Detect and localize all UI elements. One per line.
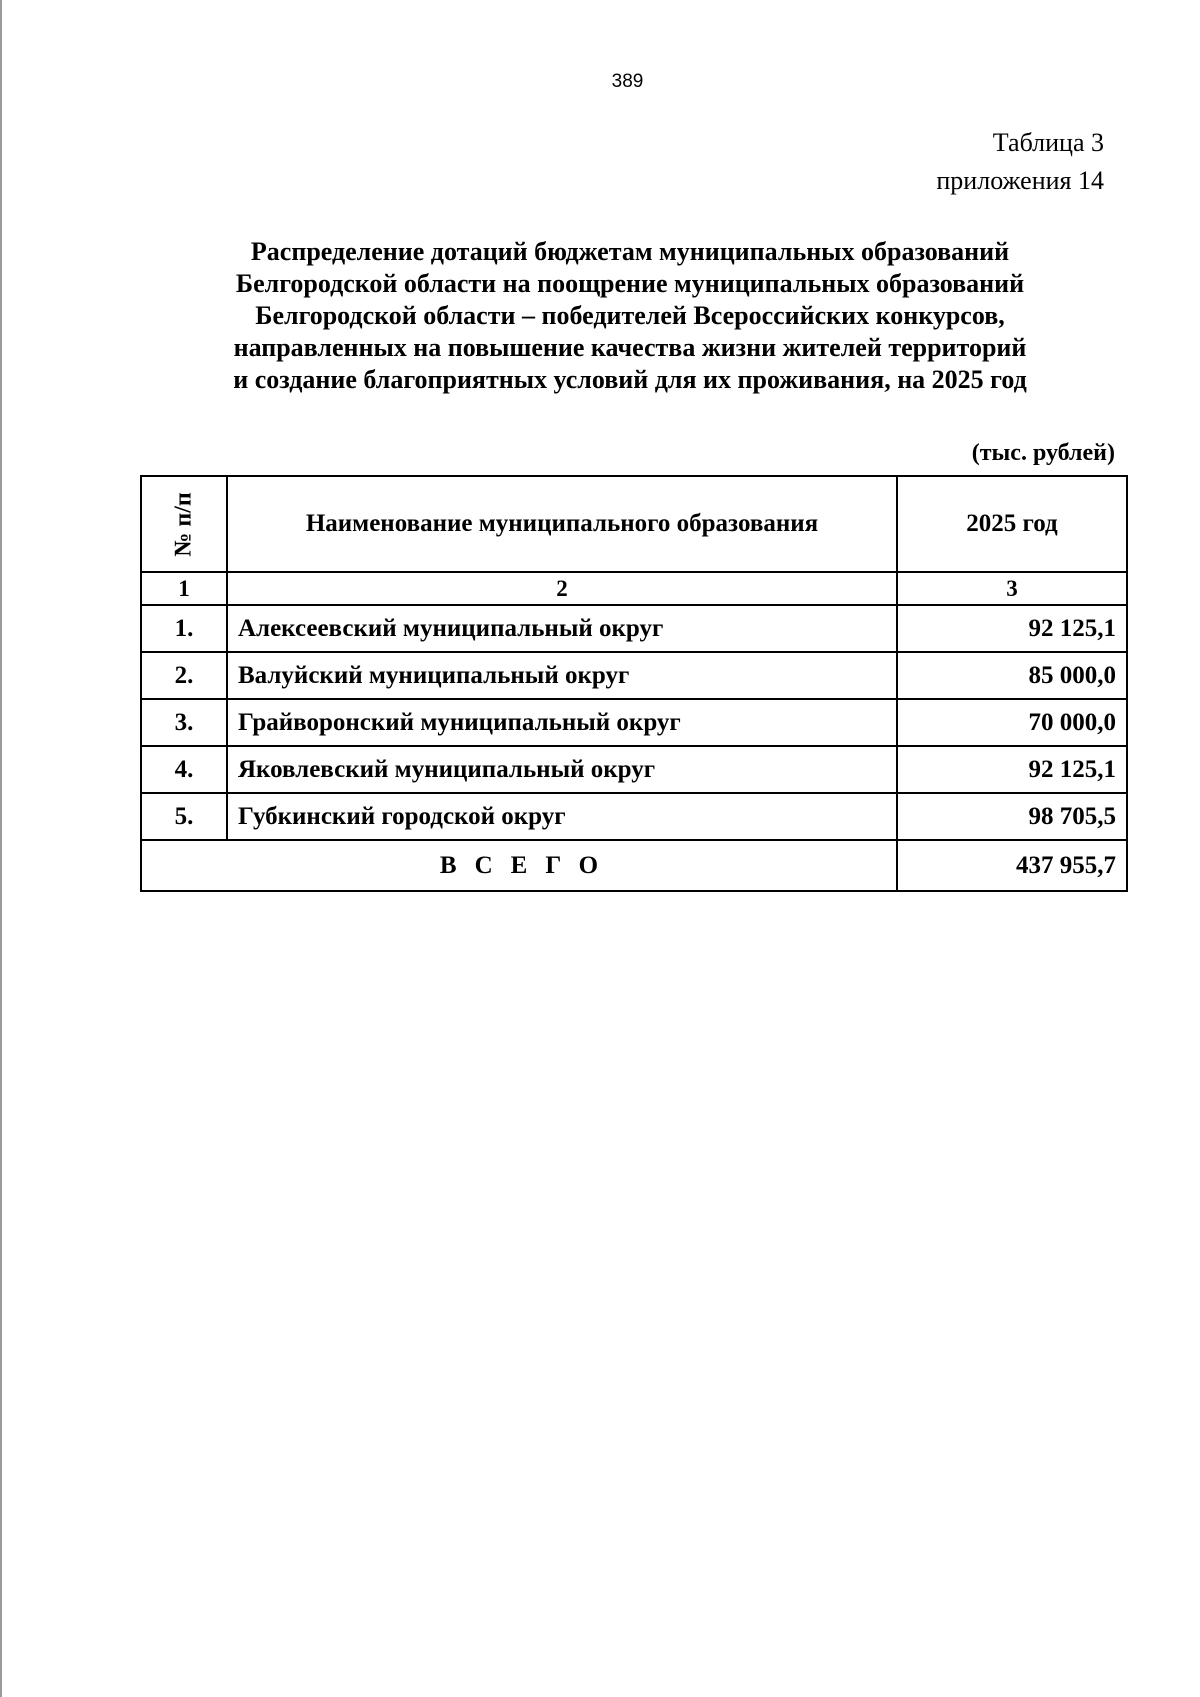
row-municipality: Яковлевский муниципальный округ <box>227 746 897 793</box>
allocation-table <box>140 475 1128 892</box>
row-amount: 70 000,0 <box>897 699 1127 746</box>
table-caption <box>936 124 1104 200</box>
units-label: (тыс. рублей) <box>971 440 1115 466</box>
table-header-row <box>141 476 1127 572</box>
row-number: 4. <box>141 746 227 793</box>
row-amount: 92 125,1 <box>897 605 1127 652</box>
heading-line: направленных на повышение качества жизни жителей территорий <box>233 333 1027 362</box>
header-number-cell <box>141 476 227 572</box>
column-index-cell: 3 <box>897 572 1127 605</box>
row-amount: 92 125,1 <box>897 746 1127 793</box>
header-value: 2025 год <box>897 476 1127 572</box>
row-municipality: Валуйский муниципальный округ <box>227 652 897 699</box>
total-row <box>141 840 1127 891</box>
row-amount: 85 000,0 <box>897 652 1127 699</box>
table-row <box>141 793 1127 840</box>
table-row <box>141 652 1127 699</box>
table-row <box>141 605 1127 652</box>
table-row <box>141 746 1127 793</box>
page-number: 389 <box>611 71 644 92</box>
page-edge-line <box>0 0 2 1697</box>
header-name: Наименование муниципального образования <box>227 476 897 572</box>
row-number: 2. <box>141 652 227 699</box>
heading-line: Распределение дотаций бюджетам муниципальных образований <box>250 237 1010 266</box>
row-amount: 98 705,5 <box>897 793 1127 840</box>
row-number: 3. <box>141 699 227 746</box>
header-number: № п/п <box>170 492 197 557</box>
heading-line: Белгородской области на поощрение муниципальных образований <box>235 269 1025 298</box>
column-index-row <box>141 572 1127 605</box>
row-municipality: Грайворонский муниципальный округ <box>227 699 897 746</box>
row-number: 5. <box>141 793 227 840</box>
heading-line: Белгородской области – победителей Всероссийских конкурсов, <box>255 301 1005 330</box>
column-index-cell: 1 <box>141 572 227 605</box>
heading-line: и создание благоприятных условий для их проживания, на 2025 год <box>233 365 1027 394</box>
caption-appendix: приложения 14 <box>936 166 1104 195</box>
column-index-cell: 2 <box>227 572 897 605</box>
row-number: 1. <box>141 605 227 652</box>
table-row <box>141 699 1127 746</box>
row-municipality: Губкинский городской округ <box>227 793 897 840</box>
total-label: ВСЕГО <box>141 840 897 891</box>
document-heading <box>110 236 1150 396</box>
total-amount: 437 955,7 <box>897 840 1127 891</box>
caption-table-number: Таблица 3 <box>992 128 1104 157</box>
row-municipality: Алексеевский муниципальный округ <box>227 605 897 652</box>
